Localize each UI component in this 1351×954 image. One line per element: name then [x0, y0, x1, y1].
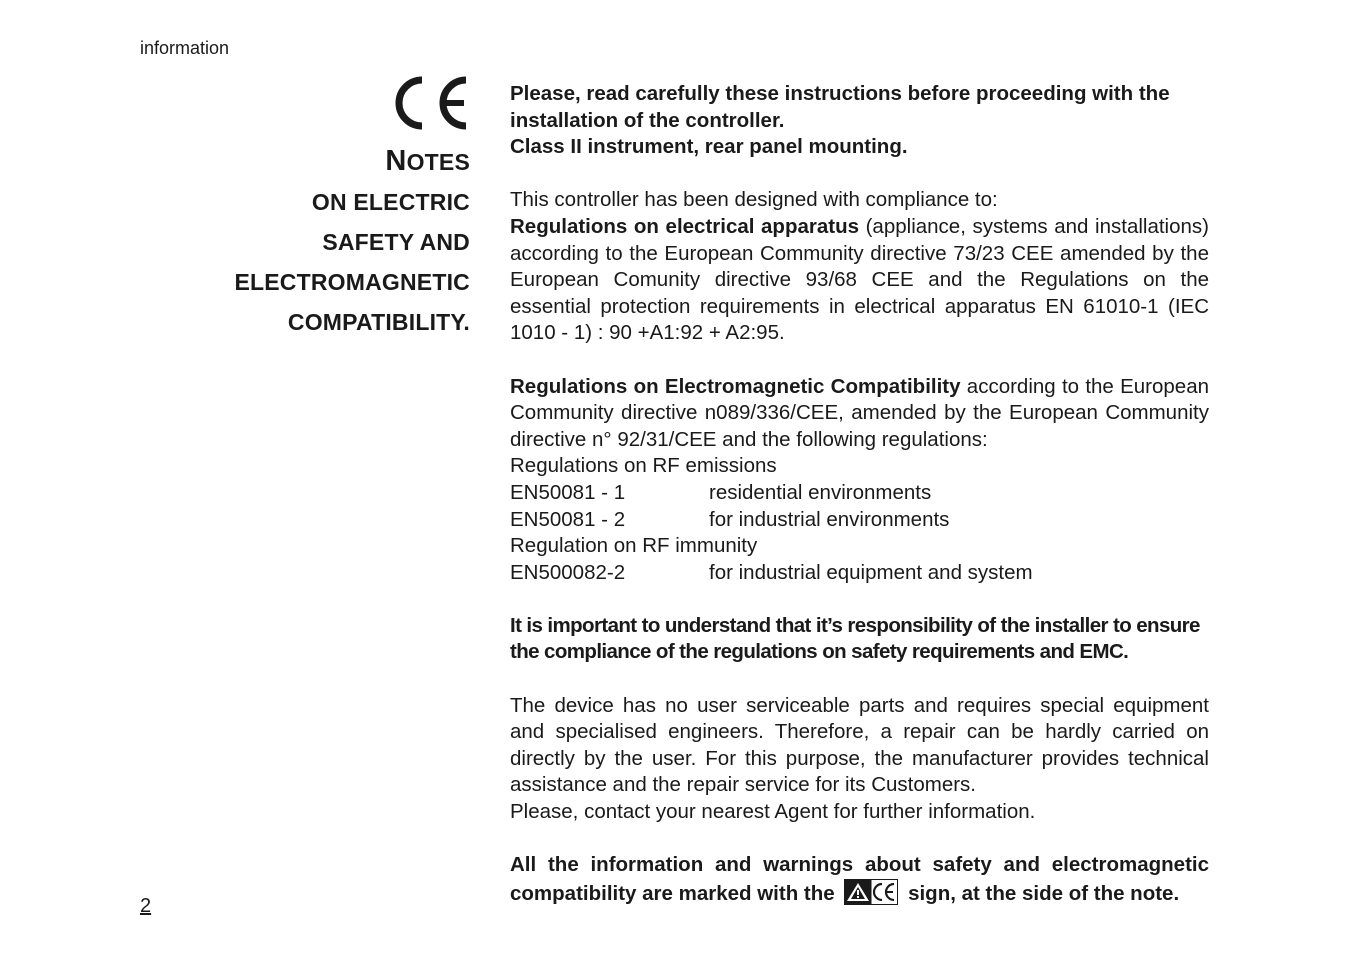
emissions-heading: Regulations on RF emissions: [510, 454, 777, 478]
regulation-desc: residential environments: [709, 480, 932, 504]
section-title: [150, 141, 470, 342]
regulation-code: EN50081 - 2: [510, 507, 626, 531]
running-header: information: [140, 38, 230, 58]
regulation-row: [510, 507, 1209, 534]
regulation-code: EN50081 - 1: [510, 480, 626, 504]
emc-intro: [510, 374, 1209, 454]
closing-text: All the information and warnings about safety and electromagnetic compatibility are marked with the: [510, 853, 1209, 905]
regulation-row: [510, 480, 1209, 507]
warning-ce-icon: [844, 879, 898, 905]
service-paragraph: [510, 693, 1209, 826]
ce-mark-icon: [388, 72, 470, 134]
title-line: ELECTROMAGNETIC: [234, 269, 470, 295]
title-line: ON ELECTRIC: [311, 189, 470, 215]
page-number: 2: [140, 895, 152, 917]
regulation-desc: for industrial equipment and system: [709, 560, 1033, 584]
section-heading: [150, 72, 470, 342]
emc-paragraph: [510, 374, 1209, 587]
contact-line: Please, contact your nearest Agent for further information.: [510, 800, 1036, 824]
emc-text: according to the European Community directive n089/336/CEE, amended by the European Community directive n° 92/31/CEE and the following regulations:: [510, 374, 1209, 451]
title-line-notes: NOTES: [385, 145, 470, 177]
immunity-heading: Regulation on RF immunity: [510, 534, 758, 558]
responsibility-note: It is important to understand that it’s responsibility of the installer to ensure the compliance of the regulations on safety requirements and EMC.: [510, 613, 1200, 664]
regulation-row: [510, 560, 1209, 587]
compliance-paragraph: [510, 187, 1209, 347]
main-text: [510, 81, 1209, 934]
title-line: COMPATIBILITY.: [287, 309, 470, 335]
intro-line: Please, read carefully these instructions before proceeding with the installation of the controller.: [510, 82, 1170, 132]
regulation-code: EN500082-2: [510, 560, 626, 584]
regulation-desc: for industrial environments: [709, 507, 950, 531]
electrical-heading: Regulations on electrical apparatus: [510, 214, 860, 238]
compliance-lead: This controller has been designed with compliance to:: [510, 188, 998, 212]
intro-paragraph: [510, 81, 1209, 161]
emc-heading: Regulations on Electromagnetic Compatibility: [510, 374, 961, 398]
closing-text-end: sign, at the side of the note.: [908, 881, 1180, 905]
closing-paragraph: [510, 852, 1209, 907]
service-text: The device has no user serviceable parts and requires special equipment and specialised engineers. Therefore, a repair can be hardly carried on directly by the user. For this purpose, the manufacturer provides technical assistance and the repair service for its Customers.: [510, 693, 1209, 797]
intro-class-line: Class II instrument, rear panel mounting.: [510, 135, 908, 159]
electrical-text: (appliance, systems and installations) according to the European Community directive 73/23 CEE amended by the European Comunity directive 93/68 CEE and the Regulations on the essential protection requirements in electrical apparatus EN 61010-1 (IEC 1010 - 1) : 90 +A1:92 + A2:95.: [510, 214, 1209, 345]
title-line: SAFETY AND: [322, 229, 470, 255]
